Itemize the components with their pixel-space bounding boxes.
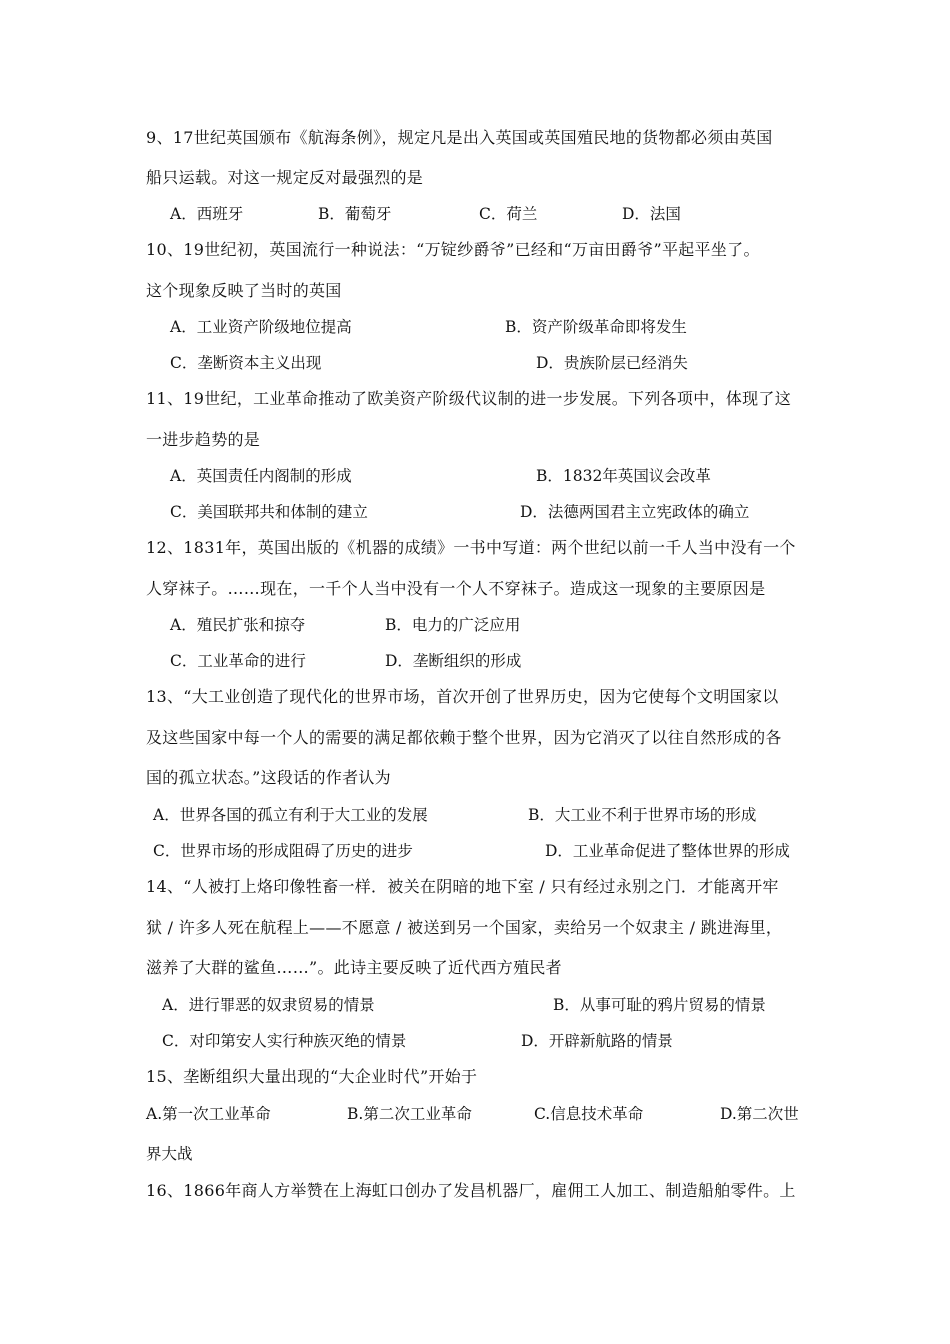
question-10-option-d: D．贵族阶层已经消失 [536,354,688,372]
question-10-stem-line-2: 这个现象反映了当时的英国 [146,281,342,300]
question-13-stem-line-2: 及这些国家中每一个人的需要的满足都依赖于整个世界，因为它消灭了以往自然形成的各 [146,728,782,747]
question-12-option-c: C．工业革命的进行 [170,652,306,670]
question-9-option-b: B．葡萄牙 [318,205,392,223]
question-14-option-d: D．开辟新航路的情景 [521,1032,673,1050]
question-13-option-c: C．世界市场的形成阻碍了历史的进步 [153,842,413,860]
question-12-option-a: A．殖民扩张和掠夺 [170,616,306,634]
question-11-option-b: B．1832年英国议会改革 [536,467,711,485]
question-11-option-a: A．英国责任内阁制的形成 [170,467,352,485]
question-13-option-a: A．世界各国的孤立有利于大工业的发展 [153,806,428,824]
question-11-stem-line-1: 11、19世纪，工业革命推动了欧美资产阶级代议制的进一步发展。下列各项中，体现了这 [146,389,792,408]
question-9-option-d: D．法国 [622,205,681,223]
question-13-stem-line-3: 国的孤立状态。”这段话的作者认为 [146,768,391,787]
question-13-option-d: D．工业革命促进了整体世界的形成 [545,842,790,860]
question-15-option-b: B.第二次工业革命 [347,1105,472,1123]
question-10-stem-line-1: 10、19世纪初，英国流行一种说法：“万锭纱爵爷”已经和“万亩田爵爷”平起平坐了。 [146,240,760,259]
question-10-option-a: A．工业资产阶级地位提高 [170,318,352,336]
question-14-option-b: B．从事可耻的鸦片贸易的情景 [553,996,766,1014]
question-14-stem-line-3: 滋养了大群的鲨鱼……”。此诗主要反映了近代西方殖民者 [146,958,562,977]
question-9-option-a: A．西班牙 [170,205,244,223]
question-14-option-c: C．对印第安人实行种族灭绝的情景 [162,1032,407,1050]
question-10-option-c: C．垄断资本主义出现 [170,354,322,372]
question-14-stem-line-1: 14、“人被打上烙印像牲畜一样．被关在阴暗的地下室 / 只有经过永别之门．才能离开牢 [146,877,779,896]
question-12-stem-line-2: 人穿袜子。……现在，一千个人当中没有一个人不穿袜子。造成这一现象的主要原因是 [146,579,766,598]
question-15-stem-line-1: 15、垄断组织大量出现的“大企业时代”开始于 [146,1067,478,1086]
question-15-option-a: A.第一次工业革命 [146,1105,271,1123]
question-10-option-b: B．资产阶级革命即将发生 [505,318,687,336]
question-12-stem-line-1: 12、1831年，英国出版的《机器的成绩》一书中写道：两个世纪以前一千人当中没有一个 [146,538,796,557]
question-11-option-d: D．法德两国君主立宪政体的确立 [520,503,750,521]
question-11-stem-line-2: 一进步趋势的是 [146,430,261,449]
question-15-option-d: D.第二次世 [720,1105,799,1123]
question-14-stem-line-2: 狱 / 许多人死在航程上——不愿意 / 被送到另一个国家，卖给另一个奴隶主 / 跳进海里， [146,918,783,937]
question-15-option-c: C.信息技术革命 [534,1105,644,1123]
question-14-option-a: A．进行罪恶的奴隶贸易的情景 [162,996,375,1014]
question-12-option-b: B．电力的广泛应用 [385,616,521,634]
question-15-option-d-continued: 界大战 [146,1145,193,1163]
question-9-stem-line-2: 船只运载。对这一规定反对最强烈的是 [146,168,424,187]
question-16-stem-line-1: 16、1866年商人方举赞在上海虹口创办了发昌机器厂，雇佣工人加工、制造船舶零件。上 [146,1181,796,1200]
question-11-option-c: C．美国联邦共和体制的建立 [170,503,368,521]
question-9-option-c: C．荷兰 [479,205,538,223]
question-13-stem-line-1: 13、“大工业创造了现代化的世界市场，首次开创了世界历史，因为它使每个文明国家以 [146,687,779,706]
question-12-option-d: D．垄断组织的形成 [385,652,522,670]
question-9-stem-line-1: 9、17世纪英国颁布《航海条例》，规定凡是出入英国或英国殖民地的货物都必须由英国 [146,128,773,147]
question-13-option-b: B．大工业不利于世界市场的形成 [528,806,757,824]
